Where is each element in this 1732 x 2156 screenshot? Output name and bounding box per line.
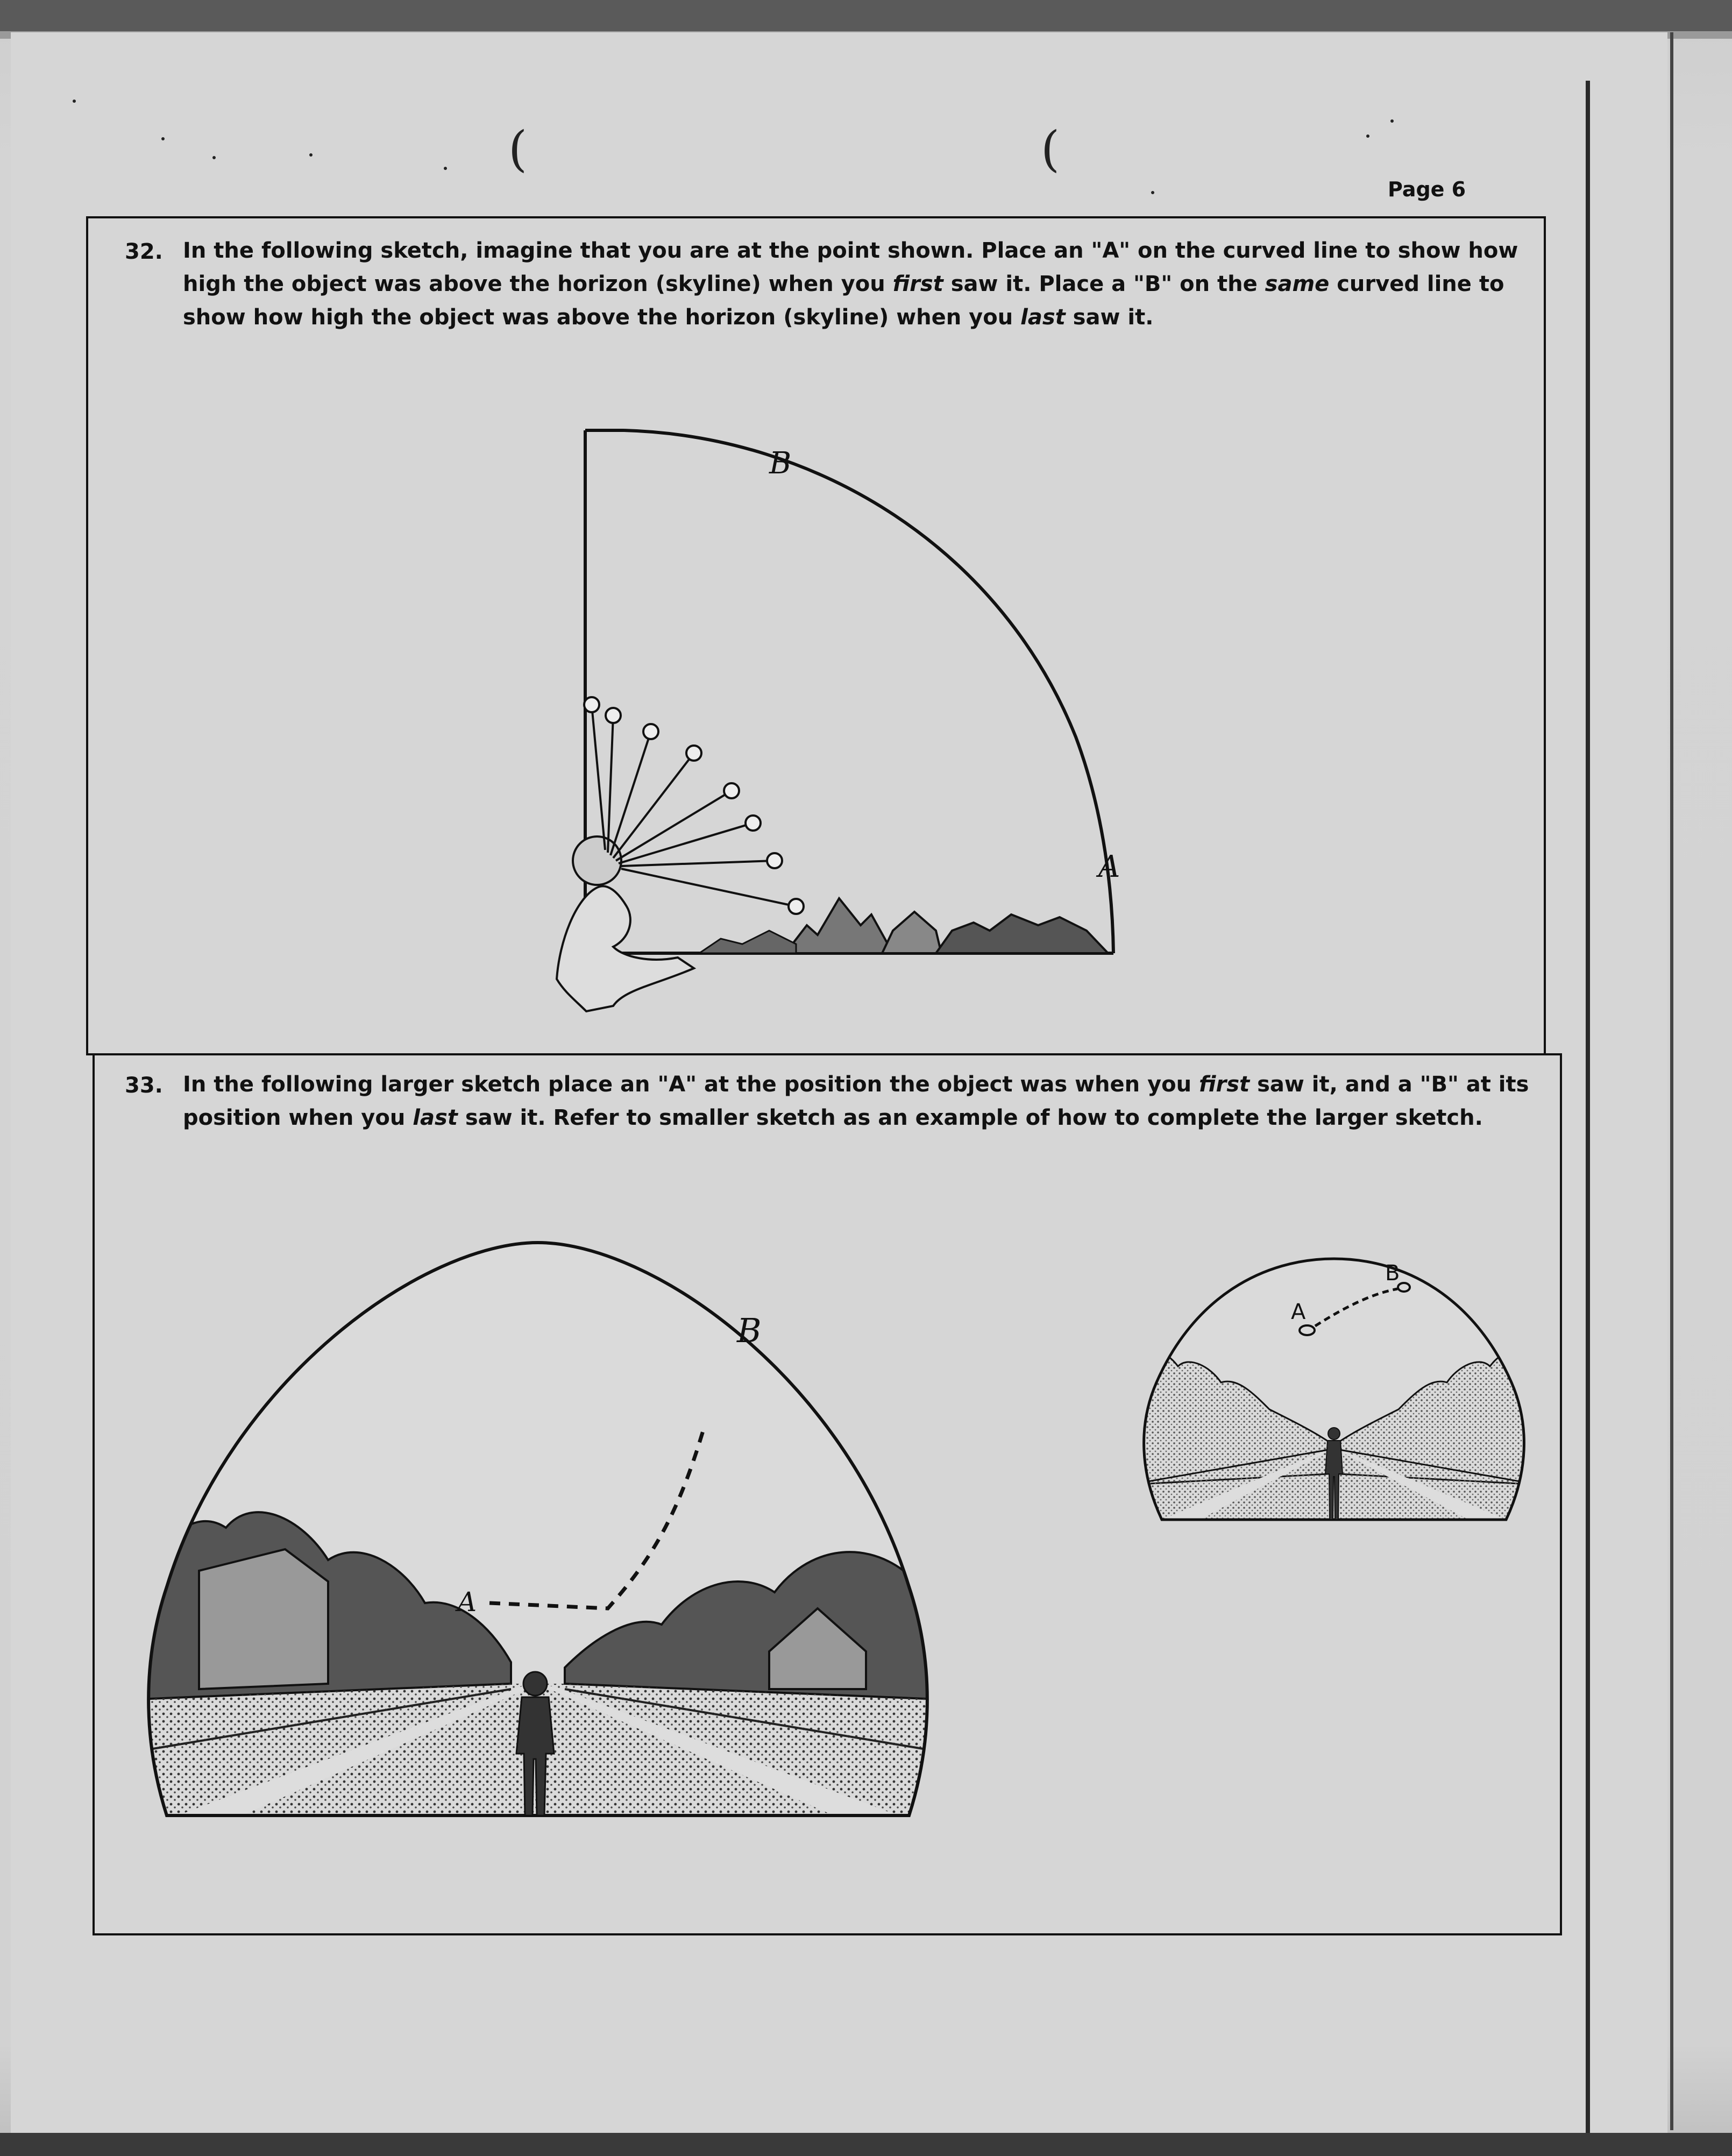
scan-speck	[212, 156, 216, 159]
scan-speck	[73, 100, 76, 103]
question-33-line-2: position when you last saw it. Refer to smaller sketch as an example of how to complete the larger sketch.	[183, 1105, 1483, 1130]
left-building-icon	[199, 1549, 328, 1689]
small-mark-b: B	[1385, 1261, 1400, 1286]
arc-mark-b: B	[769, 446, 792, 481]
scan-speck	[1390, 119, 1394, 123]
question-33-text	[183, 1068, 1528, 1134]
question-32-line-1: In the following sketch, imagine that you are at the point shown. Place an "A" on the curved line to show how	[183, 238, 1518, 263]
question-33-number: 33.	[125, 1073, 163, 1098]
large-mark-a: A	[457, 1586, 477, 1618]
small-example-sketch	[1130, 1248, 1538, 1528]
pointing-person-icon	[557, 697, 804, 1011]
quarter-arc-sketch	[516, 414, 1135, 1017]
scan-right-edge	[1670, 32, 1673, 2130]
scan-speck	[444, 167, 447, 170]
scan-top-edge	[0, 0, 1732, 31]
question-32-number: 32.	[125, 239, 163, 264]
page-number: Page 6	[1388, 178, 1466, 201]
scan-mark-paren: (	[1041, 121, 1060, 178]
scan-mark-paren: (	[508, 121, 528, 178]
skyline-houses-icon	[699, 898, 1108, 953]
page-right-border	[1586, 81, 1590, 2136]
large-street-sketch	[124, 1237, 952, 1829]
arc-mark-a: A	[1098, 849, 1120, 884]
small-mark-a: A	[1291, 1300, 1306, 1324]
scan-speck	[309, 153, 313, 157]
scan-bottom-edge	[0, 2133, 1732, 2156]
question-32-line-3: show how high the object was above the horizon (skyline) when you last saw it.	[183, 305, 1154, 330]
large-mark-b: B	[737, 1311, 762, 1350]
question-33-line-1: In the following larger sketch place an "A" at the position the object was when you first saw it, and a "B" at its	[183, 1072, 1529, 1097]
question-32-line-2: high the object was above the horizon (skyline) when you first saw it. Place a "B" on the same curved line to	[183, 272, 1504, 296]
sky-arc	[624, 430, 1113, 953]
scan-speck	[1366, 134, 1369, 138]
scan-speck	[1151, 191, 1154, 194]
scan-speck	[161, 137, 165, 140]
question-32-text	[183, 234, 1518, 334]
